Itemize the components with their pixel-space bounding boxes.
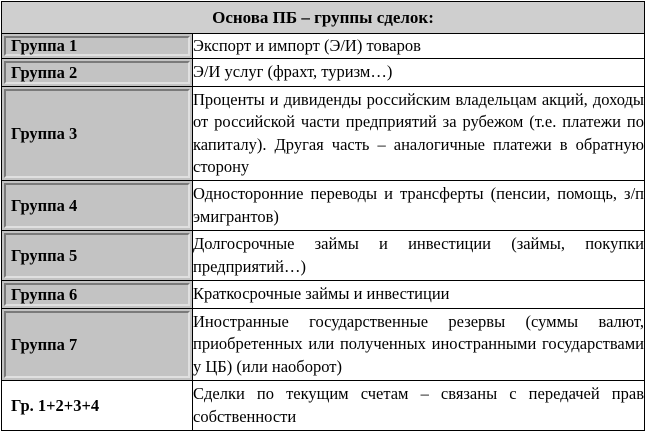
group-label: Группа 7 (4, 311, 190, 378)
transaction-groups-table (1, 1, 645, 431)
table-header-row (2, 2, 645, 34)
table-row (2, 181, 645, 231)
table-row (2, 381, 645, 431)
table-row (2, 309, 645, 381)
group-cell (2, 231, 193, 281)
description-cell: Экспорт и импорт (Э/И) товаров (193, 34, 645, 59)
group-cell (2, 59, 193, 87)
group-label: Группа 5 (4, 233, 190, 278)
group-label: Группа 3 (4, 89, 190, 178)
group-cell (2, 281, 193, 309)
description-cell: Долгосрочные займы и инвестиции (займы, покупки предприятий…) (193, 231, 645, 281)
table-row (2, 34, 645, 59)
group-cell (2, 87, 193, 181)
group-label: Группа 4 (4, 183, 190, 228)
group-label: Группа 1 (4, 36, 190, 56)
description-cell: Односторонние переводы и трансферты (пенсии, помощь, з/п эмигрантов) (193, 181, 645, 231)
table-row (2, 87, 645, 181)
table-row (2, 231, 645, 281)
description-cell: Проценты и дивиденды российским владельцам акций, доходы от российской части предприятий за рубежом (т.е. платежи по капиталу). Другая часть – аналогичные платежи в обратную сторону (193, 87, 645, 181)
table-row (2, 59, 645, 87)
group-cell (2, 309, 193, 381)
group-cell (2, 181, 193, 231)
group-label: Группа 2 (4, 61, 190, 84)
description-cell: Сделки по текущим счетам – связаны с передачей прав собственности (193, 381, 645, 431)
group-cell: Гр. 1+2+3+4 (2, 381, 193, 431)
group-label: Группа 6 (4, 283, 190, 306)
description-cell: Иностранные государственные резервы (суммы валют, приобретенных или полученных иностранными государствами у ЦБ) (или наоборот) (193, 309, 645, 381)
table-row (2, 281, 645, 309)
group-cell (2, 34, 193, 59)
description-cell: Э/И услуг (фрахт, туризм…) (193, 59, 645, 87)
description-cell: Краткосрочные займы и инвестиции (193, 281, 645, 309)
table-title: Основа ПБ – группы сделок: (2, 2, 645, 34)
